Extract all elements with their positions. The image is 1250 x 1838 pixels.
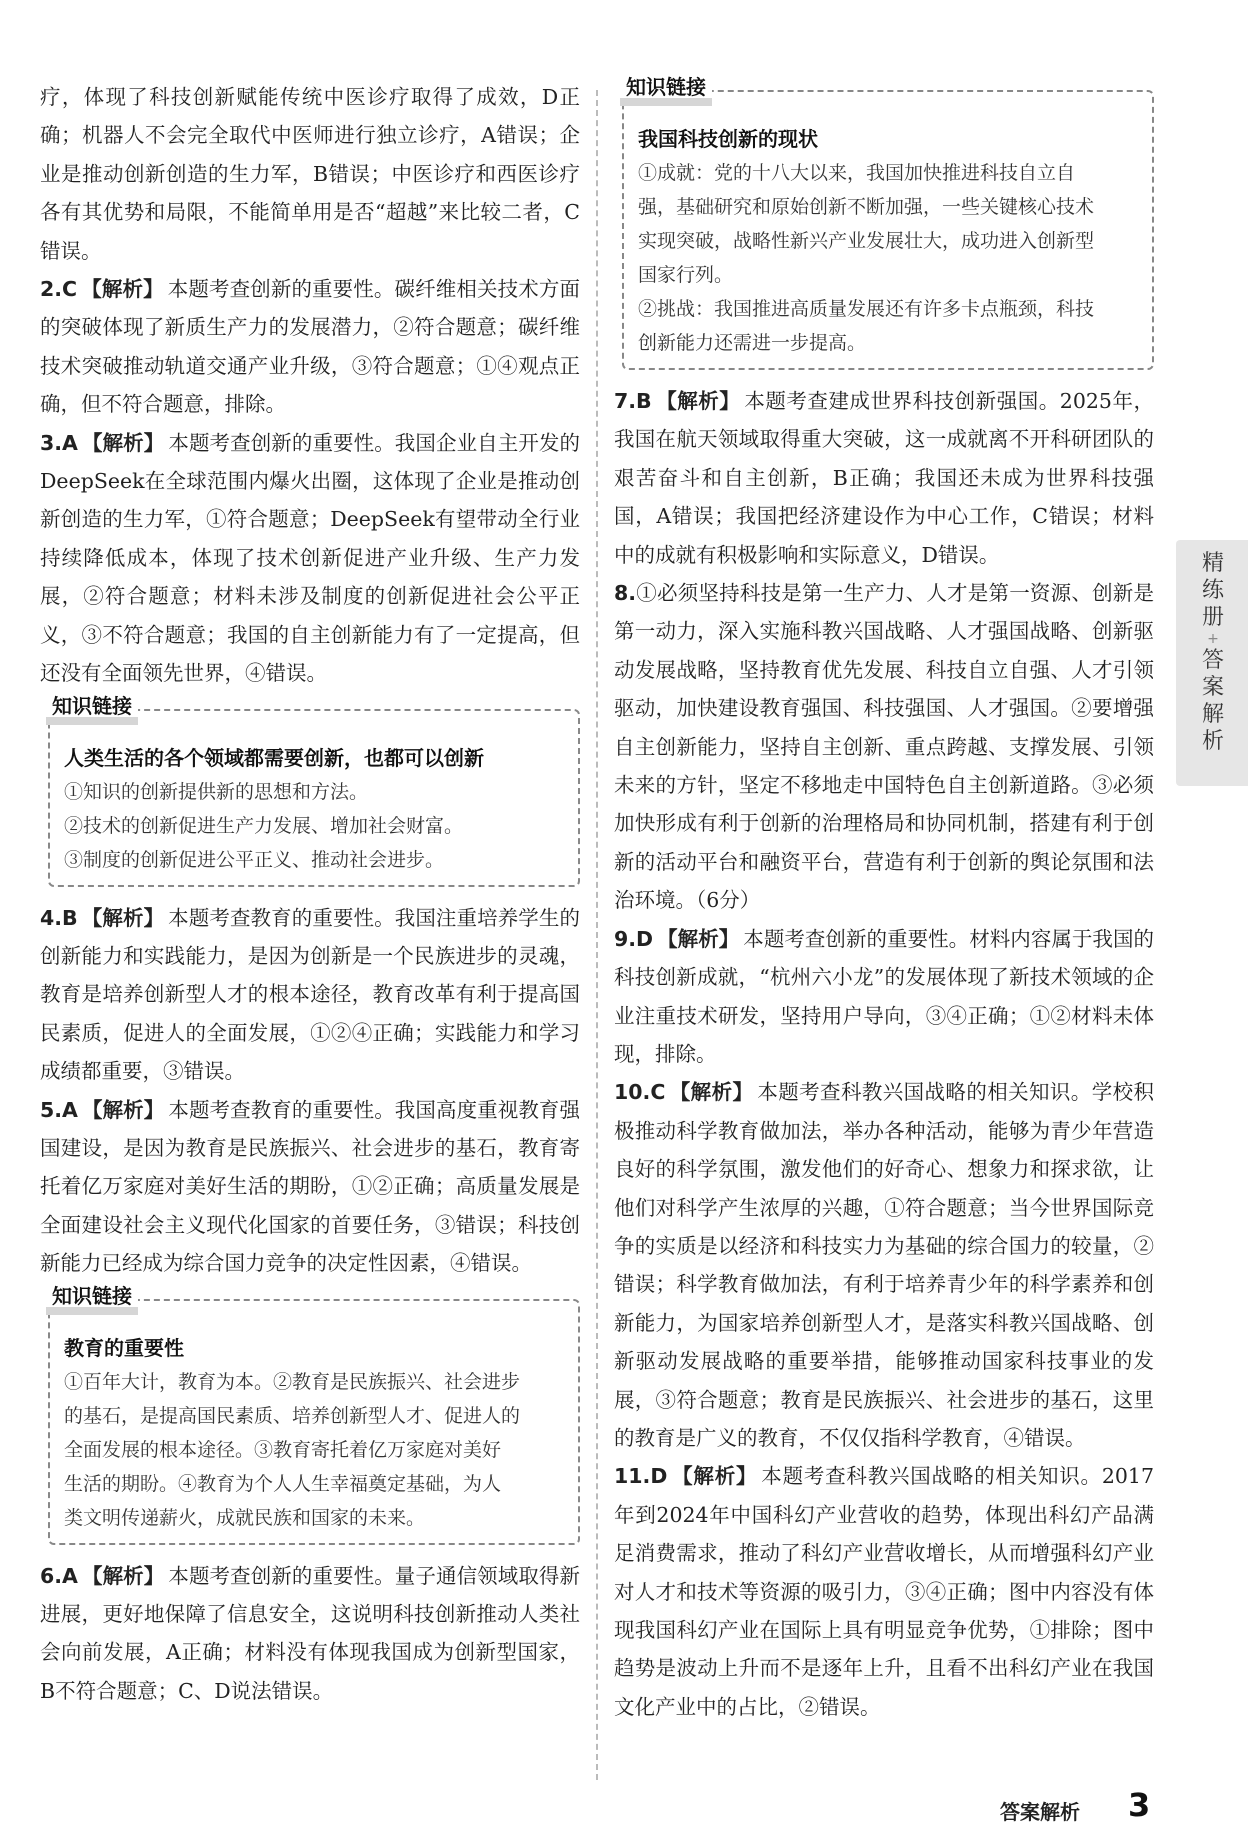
- answer-5: [40, 1091, 580, 1283]
- knowledge-line: 国家行列。: [638, 264, 734, 286]
- knowledge-line: ②挑战：我国推进高质量发展还有许多卡点瓶颈，科技: [638, 298, 1095, 320]
- answer-7: [614, 382, 1154, 574]
- answer-text: 本题考查科教兴国战略的相关知识。学校积极推动科学教育做加法，举办各种活动，能够为青少年营造良好的科学氛围，激发他们的好奇心、想象力和探求欲，让他们对科学产生浓厚的兴趣，①符合题意；当今世界国际竞争的实质是以经济和科技实力为基础的综合国力的较量，②错误；科学教育做加法，有利于培养青少年的科学素养和创新能力，为国家培养创新型人才，是落实科教兴国战略、创新驱动发展战略的重要举措，能够推动国家科技事业的发展，③符合题意；教育是民族振兴、社会进步的基石，这里的教育是广义的教育，不仅仅指科学教育，④错误。: [614, 1080, 1154, 1450]
- answer-10: [614, 1073, 1154, 1457]
- footer-section-label: 答案解析: [1000, 1800, 1080, 1824]
- answer-number: 11.D: [614, 1464, 668, 1489]
- knowledge-link-title: 我国科技创新的现状: [638, 127, 818, 151]
- knowledge-link-box: [48, 693, 580, 887]
- answer-number: 5.A: [40, 1097, 78, 1122]
- side-tab-label: [1196, 550, 1230, 755]
- knowledge-link-title: 人类生活的各个领域都需要创新，也都可以创新: [64, 745, 484, 770]
- answer-2: [40, 270, 580, 424]
- analysis-tag: 【解析】: [655, 389, 741, 413]
- page-number: 3: [1128, 1786, 1151, 1824]
- answer-text: 本题考查教育的重要性。我国注重培养学生的创新能力和实践能力，是因为创新是一个民族进步的灵魂，教育是培养创新型人才的根本途径，教育改革有利于提高国民素质，促进人的全面发展，①②④正确；实践能力和学习成绩都重要，③错误。: [40, 905, 581, 1084]
- answer-text: 本题考查创新的重要性。量子通信领域取得新进展，更好地保障了信息安全，这说明科技创新推动人类社会向前发展，A正确；材料没有体现我国成为创新型国家，B不符合题意；C、D说法错误。: [40, 1563, 581, 1703]
- intro-paragraph: 疗，体现了科技创新赋能传统中医诊疗取得了成效，D正确；机器人不会完全取代中医师进行独立诊疗，A错误；企业是推动创新创造的生力军，B错误；中医诊疗和西医诊疗各有其优势和局限，不能简单用是否“超越”来比较二者，C错误。: [40, 85, 580, 263]
- knowledge-link-box: [622, 75, 1154, 370]
- knowledge-line: ②技术的创新促进生产力发展、增加社会财富。: [64, 814, 464, 837]
- knowledge-link-tag: 知识链接: [46, 1285, 138, 1315]
- knowledge-line: 全面发展的根本途径。③教育寄托着亿万家庭对美好: [64, 1438, 502, 1461]
- right-column: [614, 75, 1155, 1726]
- answer-text: 本题考查教育的重要性。我国高度重视教育强国建设，是因为教育是民族振兴、社会进步的基石，教育寄托着亿万家庭对美好生活的期盼，①②正确；高质量发展是全面建设社会主义现代化国家的首要任务，③错误；科技创新能力已经成为综合国力竞争的决定性因素，④错误。: [40, 1097, 581, 1276]
- answer-text: 本题考查科教兴国战略的相关知识。2017年到2024年中国科幻产业营收的趋势，体现出科幻产品满足消费需求，推动了科幻产业营收增长，从而增强科幻产业对人才和技术等资源的吸引力，③④正确；图中内容没有体现我国科幻产业在国际上具有明显竞争优势，①排除；图中趋势是波动上升而不是逐年上升，且看不出科幻产业在我国文化产业中的占比，②错误。: [614, 1464, 1155, 1719]
- analysis-tag: 【解析】: [671, 1464, 758, 1489]
- knowledge-line: 实现突破，战略性新兴产业发展壮大，成功进入创新型: [638, 230, 1095, 252]
- answer-11: [614, 1457, 1154, 1726]
- analysis-tag: 【解析】: [657, 926, 740, 951]
- answer-number: 3.A: [40, 430, 78, 455]
- column-divider: [596, 90, 598, 1780]
- knowledge-link-title: 教育的重要性: [64, 1335, 184, 1360]
- left-column: [40, 78, 580, 1710]
- side-tab-text-b: 答案解析: [1201, 648, 1224, 754]
- knowledge-line: 生活的期盼。④教育为个人人生幸福奠定基础，为人: [64, 1472, 502, 1495]
- answer-number: 2.C: [40, 277, 78, 302]
- answer-number: 10.C: [614, 1080, 666, 1105]
- answer-9: [614, 920, 1154, 1074]
- answer-text: 本题考查建成世界科技创新强国。2025年，我国在航天领域取得重大突破，这一成就离不开科研团队的艰苦奋斗和自主创新，B正确；我国还未成为世界科技强国，A错误；我国把经济建设作为中心工作，C错误；材料中的成就有积极影响和实际意义，D错误。: [614, 389, 1155, 567]
- answer-6: [40, 1557, 580, 1711]
- knowledge-link-tag: 知识链接: [620, 76, 712, 106]
- answer-4: [40, 899, 580, 1091]
- knowledge-line: ①知识的创新提供新的思想和方法。: [64, 780, 369, 803]
- answer-3: [40, 424, 580, 693]
- analysis-tag: 【解析】: [81, 905, 165, 930]
- knowledge-line: ①百年大计，教育为本。②教育是民族振兴、社会进步: [64, 1370, 521, 1393]
- side-tab-separator: +: [1207, 631, 1219, 647]
- knowledge-line: 类文明传递薪火，成就民族和国家的未来。: [64, 1506, 426, 1529]
- answer-text: 本题考查创新的重要性。我国企业自主开发的DeepSeek在全球范围内爆火出圈，这体现了企业是推动创新创造的生力军，①符合题意；DeepSeek有望带动全行业持续降低成本，体现了技术创新促进产业升级、生产力发展，②符合题意；材料未涉及制度的创新促进社会公平正义，③不符合题意；我国的自主创新能力有了一定提高，但还没有全面领先世界，④错误。: [40, 430, 581, 686]
- answer-number: 8.: [614, 581, 637, 606]
- side-tab-text-a: 精练册: [1201, 551, 1224, 630]
- analysis-tag: 【解析】: [81, 430, 165, 455]
- knowledge-line: 强，基础研究和原始创新不断加强，一些关键核心技术: [638, 196, 1095, 218]
- knowledge-link-box: [48, 1283, 580, 1545]
- answer-number: 6.A: [40, 1563, 78, 1588]
- analysis-tag: 【解析】: [81, 277, 164, 302]
- knowledge-line: ①成就：党的十八大以来，我国加快推进科技自立自: [638, 162, 1076, 184]
- answer-text: 本题考查创新的重要性。材料内容属于我国的科技创新成就，“杭州六小龙”的发展体现了新技术领域的企业注重技术研发，坚持用户导向，③④正确；①②材料未体现，排除。: [614, 926, 1155, 1066]
- answer-text: ①必须坚持科技是第一生产力、人才是第一资源、创新是第一动力，深入实施科教兴国战略、人才强国战略、创新驱动发展战略，坚持教育优先发展、科技自立自强、人才引领驱动，加快建设教育强国、科技强国、人才强国。②要增强自主创新能力，坚持自主创新、重点跨越、支撑发展、引领未来的方针，坚定不移地走中国特色自主创新道路。③必须加快形成有利于创新的治理格局和协同机制，搭建有利于创新的活动平台和融资平台，营造有利于创新的舆论氛围和法治环境。（6分）: [614, 581, 1154, 913]
- analysis-tag: 【解析】: [81, 1563, 165, 1588]
- answer-number: 9.D: [614, 926, 654, 951]
- analysis-tag: 【解析】: [669, 1080, 754, 1105]
- answer-number: 4.B: [40, 905, 78, 930]
- knowledge-line: 的基石，是提高国民素质、培养创新型人才、促进人的: [64, 1404, 521, 1427]
- knowledge-link-tag: 知识链接: [46, 695, 138, 725]
- analysis-tag: 【解析】: [81, 1097, 165, 1122]
- answer-8: [614, 574, 1154, 920]
- answer-text: 本题考查创新的重要性。碳纤维相关技术方面的突破体现了新质生产力的发展潜力，②符合题意；碳纤维技术突破推动轨道交通产业升级，③符合题意；①④观点正确，但不符合题意，排除。: [40, 277, 581, 417]
- knowledge-line: ③制度的创新促进公平正义、推动社会进步。: [64, 848, 445, 871]
- knowledge-line: 创新能力还需进一步提高。: [638, 332, 867, 354]
- answer-number: 7.B: [614, 389, 652, 413]
